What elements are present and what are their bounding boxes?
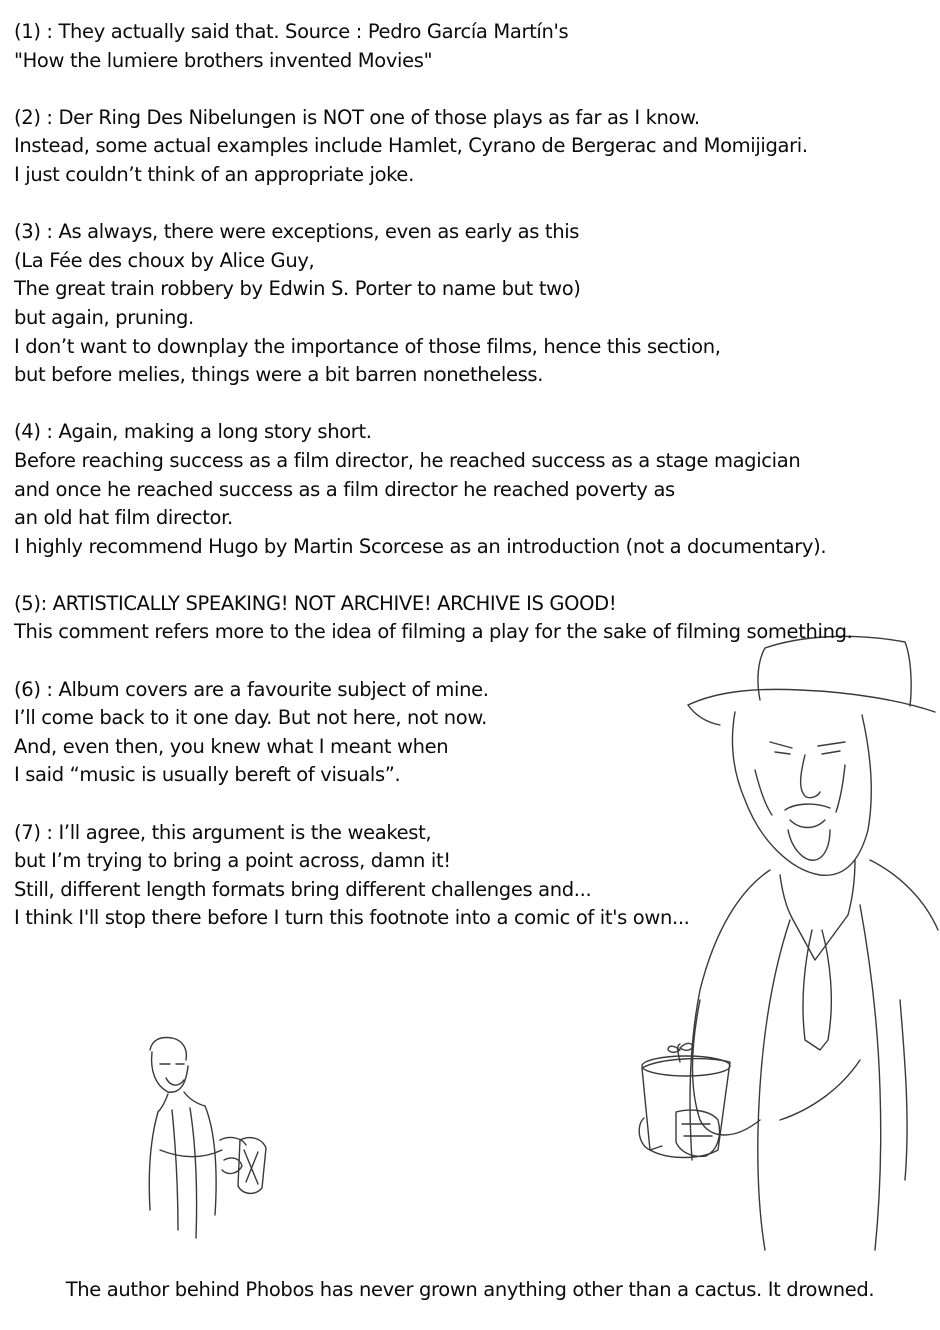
footnote-line: I’ll come back to it one day. But not here, not now.: [14, 706, 488, 730]
footnote-line: but I’m trying to bring a point across, damn it!: [14, 849, 451, 873]
footnote-line: and once he reached success as a film director he reached poverty as: [14, 477, 675, 501]
footnote-line: And, even then, you knew what I meant when: [14, 734, 449, 758]
jar: [238, 1138, 266, 1194]
footnote-3: [14, 218, 936, 390]
footnote-line: but before melies, things were a bit barren nonetheless.: [14, 363, 544, 387]
footnote-line: an old hat film director.: [14, 506, 233, 530]
footnote-line: I said “music is usually bereft of visuals”.: [14, 763, 401, 787]
footnote-line: (1) : They actually said that. Source : Pedro García Martín's: [14, 20, 569, 43]
footnote-line: (3) : As always, there were exceptions, even as early as this: [14, 220, 580, 244]
footnotes: [14, 18, 936, 962]
footnote-5: [14, 590, 936, 647]
footnote-line: (7) : I’ll agree, this argument is the weakest,: [14, 820, 432, 844]
footnote-line: This comment refers more to the idea of filming a play for the sake of filming something.: [14, 620, 853, 644]
footnote-line: I don’t want to downplay the importance of those films, hence this section,: [14, 334, 721, 358]
plant-pot: [642, 1059, 730, 1158]
footnote-line: "How the lumiere brothers invented Movies": [14, 48, 433, 72]
footnote-6: [14, 676, 936, 790]
footnote-line: Instead, some actual examples include Hamlet, Cyrano de Bergerac and Momijigari.: [14, 134, 808, 158]
footnote-1: [14, 18, 936, 75]
footnote-line: (6) : Album covers are a favourite subject of mine.: [14, 677, 489, 701]
footnote-line: (2) : Der Ring Des Nibelungen is NOT one of those plays as far as I know.: [14, 105, 700, 129]
footnote-line: I highly recommend Hugo by Martin Scorcese as an introduction (not a documentary).: [14, 534, 827, 558]
footnote-line: Before reaching success as a film director, he reached success as a stage magician: [14, 448, 801, 472]
caption: The author behind Phobos has never grown anything other than a cactus. It drowned.: [65, 1278, 875, 1301]
footnote-line: (5): ARTISTICALLY SPEAKING! NOT ARCHIVE! ARCHIVE IS GOOD!: [14, 591, 617, 615]
footnote-2: [14, 104, 936, 190]
footnote-4: [14, 418, 936, 561]
footnote-7: [14, 819, 936, 933]
jar-man-sketch: [149, 1038, 266, 1239]
footnote-line: Still, different length formats bring different challenges and...: [14, 877, 592, 901]
footnote-line: The great train robbery by Edwin S. Porter to name but two): [14, 277, 581, 301]
footnote-line: I think I'll stop there before I turn this footnote into a comic of it's own...: [14, 906, 690, 930]
footnote-line: but again, pruning.: [14, 305, 194, 329]
footnote-line: (4) : Again, making a long story short.: [14, 420, 372, 444]
footnote-line: (La Fée des choux by Alice Guy,: [14, 248, 315, 272]
footnote-line: I just couldn’t think of an appropriate joke.: [14, 162, 414, 186]
